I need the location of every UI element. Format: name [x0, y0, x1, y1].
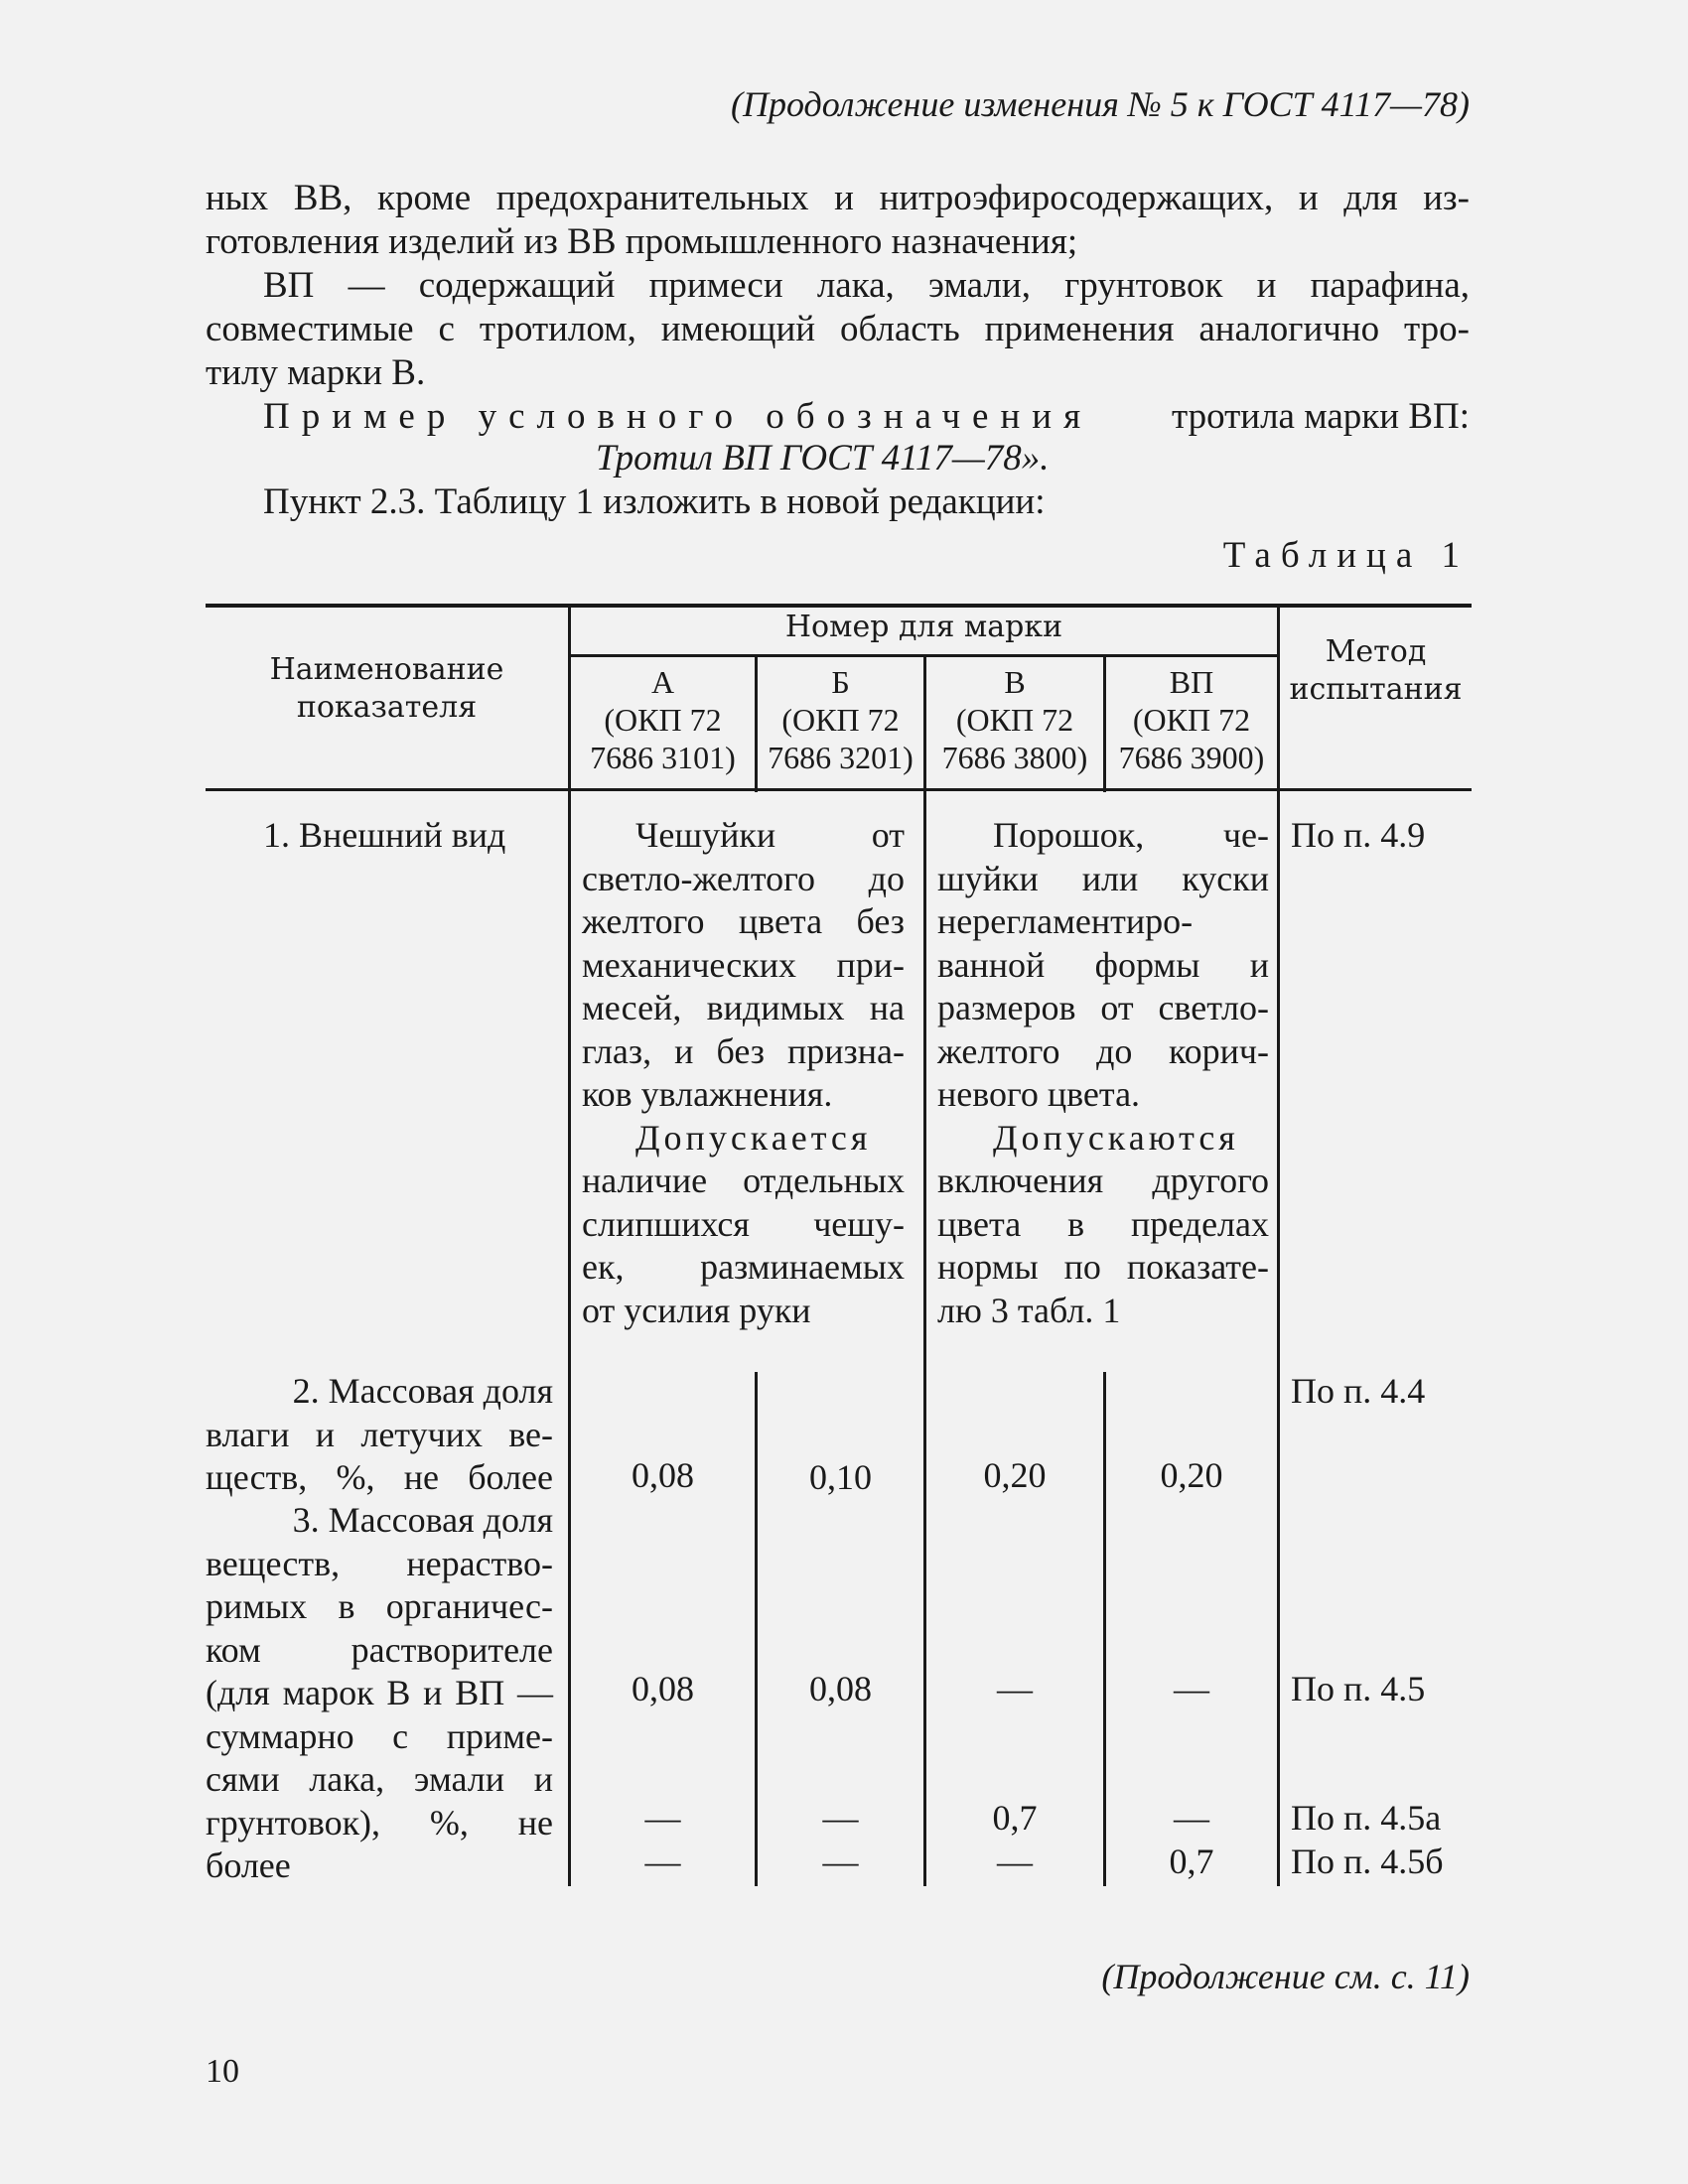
table-top-rule	[206, 604, 1472, 608]
grade-a-okp1: (ОКП 72	[604, 702, 722, 738]
header-grade-b	[758, 663, 923, 776]
row2-value-v: 0,20	[983, 1455, 1047, 1495]
row3-name-line: сями лака, эмали и	[206, 1759, 553, 1799]
header-method-line-1: Метод	[1325, 634, 1427, 669]
row1-ab-line: Чешуйки от	[635, 815, 905, 855]
grade-v-mark: В	[1004, 664, 1026, 700]
row1-ab-line: глаз, и без призна-	[582, 1030, 905, 1071]
grade-b-okp2: 7686 3201)	[768, 740, 914, 775]
row1-vvp-line: нерегламентиро-	[937, 901, 1194, 941]
row3-name-line: более	[206, 1845, 291, 1885]
row3-name-line: римых в органичес-	[206, 1586, 553, 1626]
row1-ab-line: желтого цвета без	[582, 901, 905, 941]
header-name-line-2: показателя	[296, 690, 478, 725]
row1-ab-line: Допускается	[635, 1117, 872, 1158]
row2-name-line: 2. Массовая доля	[292, 1371, 553, 1411]
row3-name-line: 3. Массовая доля	[292, 1500, 553, 1540]
grade-b-mark: Б	[831, 664, 850, 700]
row3c-value-b: —	[822, 1842, 859, 1881]
body-divider-5	[1277, 792, 1280, 1886]
row3b-value-vp: —	[1174, 1798, 1209, 1838]
row1-vvp-text	[937, 814, 1269, 1332]
table-caption: Таблица 1	[1222, 535, 1470, 576]
row3-name	[206, 1499, 553, 1888]
header-group: Номер для марки	[784, 610, 1063, 644]
row3c-value-vp: 0,7	[1169, 1842, 1214, 1881]
grade-vp-okp2: 7686 3900)	[1118, 740, 1265, 775]
row1-ab-line: механических при-	[582, 944, 905, 985]
row3a-value-a: 0,08	[632, 1669, 694, 1708]
row3b-value-v: 0,7	[992, 1798, 1038, 1838]
row3b-method: По п. 4.5а	[1291, 1798, 1442, 1838]
row3c-method: По п. 4.5б	[1291, 1842, 1444, 1881]
row3b-value-a: —	[644, 1798, 681, 1838]
grade-a-okp2: 7686 3101)	[590, 740, 736, 775]
row1-vvp-line: нормы по показате-	[937, 1247, 1269, 1287]
vp-line-3: тилу марки В.	[206, 352, 426, 393]
row1-vvp-line: желтого до корич-	[937, 1030, 1269, 1071]
row1-vvp-line: цвета в пределах	[937, 1203, 1269, 1244]
row1-ab-text	[582, 814, 905, 1332]
vp-line-1: ВП — содержащий примеси лака, эмали, грунтовок и парафина,	[263, 265, 1470, 306]
row1-ab-line: светло-желтого до	[582, 858, 905, 898]
example-label: Пример условного обозначения	[263, 396, 1093, 437]
row1-method: По п. 4.9	[1291, 815, 1426, 855]
row1-name: 1. Внешний вид	[263, 815, 506, 855]
row3a-value-b: 0,08	[809, 1669, 872, 1708]
example-formula: Тротил ВП ГОСТ 4117—78».	[596, 438, 1050, 478]
row3a-value-vp: —	[1174, 1669, 1209, 1708]
body-divider-3	[923, 792, 926, 1886]
continuation-note: (Продолжение см. с. 11)	[1101, 1957, 1470, 1996]
row1-ab-line: месей, видимых на	[582, 988, 905, 1027]
row3a-method: По п. 4.5	[1291, 1669, 1426, 1708]
header-grade-v	[926, 663, 1103, 776]
row2-method: По п. 4.4	[1291, 1371, 1426, 1411]
row1-vvp-line: Порошок, че-	[993, 815, 1269, 855]
header-method	[1280, 633, 1472, 709]
row2-value-vp: 0,20	[1160, 1455, 1223, 1495]
body-divider-1	[568, 792, 571, 1886]
grade-vp-mark: ВП	[1169, 664, 1214, 700]
header-bottom-rule	[206, 788, 1472, 791]
row1-vvp-line: размеров от светло-	[937, 988, 1269, 1027]
row1-ab-line: ков увлажнения.	[582, 1074, 833, 1114]
running-header: (Продолжение изменения № 5 к ГОСТ 4117—78)	[730, 84, 1470, 124]
row3-name-line: грунтовок), %, не	[206, 1802, 553, 1843]
row1-vvp-line: невого цвета.	[937, 1074, 1141, 1114]
row1-vvp-line: Допускаются	[993, 1117, 1239, 1158]
header-method-line-2: испытания	[1289, 672, 1463, 707]
row3a-value-v: —	[997, 1669, 1033, 1708]
grade-a-mark: А	[650, 664, 675, 700]
row3-name-line: веществ, нераство-	[206, 1543, 553, 1583]
row3b-value-b: —	[822, 1798, 859, 1838]
header-name-line-1: Наименование	[269, 652, 504, 687]
header-name	[206, 651, 568, 727]
header-grade-vp	[1106, 663, 1277, 776]
intro-line-2: готовления изделий из ВВ промышленного назначения;	[206, 221, 1078, 262]
grade-v-okp2: 7686 3800)	[941, 740, 1088, 775]
row2-name	[206, 1370, 553, 1500]
row1-ab-line: ек, разминаемых	[582, 1247, 905, 1287]
page-number: 10	[206, 2053, 239, 2090]
row1-vvp-line: ванной формы и	[937, 944, 1269, 985]
vp-line-2: совместимые с тротилом, имеющий область применения аналогично тро-	[206, 309, 1470, 349]
row1-vvp-line: лю 3 табл. 1	[937, 1290, 1121, 1330]
intro-line-1: ных ВВ, кроме предохранительных и нитроэфиросодержащих, и для из-	[206, 178, 1470, 218]
clause-text: Пункт 2.3. Таблицу 1 изложить в новой редакции:	[263, 481, 1046, 522]
header-grade-a	[571, 663, 755, 776]
row3-name-line: ком растворителе	[206, 1629, 553, 1670]
row2-name-line: влаги и летучих ве-	[206, 1414, 553, 1454]
row2-value-a: 0,08	[632, 1455, 694, 1495]
grade-vp-okp1: (ОКП 72	[1132, 702, 1251, 738]
grade-b-okp1: (ОКП 72	[781, 702, 900, 738]
row1-vvp-line: шуйки или куски	[937, 858, 1269, 898]
row2-value-b: 0,10	[809, 1457, 872, 1497]
grade-v-okp1: (ОКП 72	[955, 702, 1074, 738]
row3c-value-v: —	[997, 1842, 1033, 1881]
example-rest: тротила марки ВП:	[1171, 396, 1470, 437]
row3c-value-a: —	[644, 1842, 681, 1881]
row3-name-line: суммарно с приме-	[206, 1715, 553, 1756]
row2-name-line: ществ, %, не более	[206, 1457, 553, 1497]
row1-vvp-line: включения другого	[937, 1160, 1269, 1200]
row1-ab-line: наличие отдельных	[582, 1160, 905, 1200]
row3-name-line: (для марок В и ВП —	[206, 1673, 553, 1712]
row1-ab-line: слипшихся чешу-	[582, 1203, 905, 1244]
row1-ab-line: от усилия руки	[582, 1290, 811, 1330]
